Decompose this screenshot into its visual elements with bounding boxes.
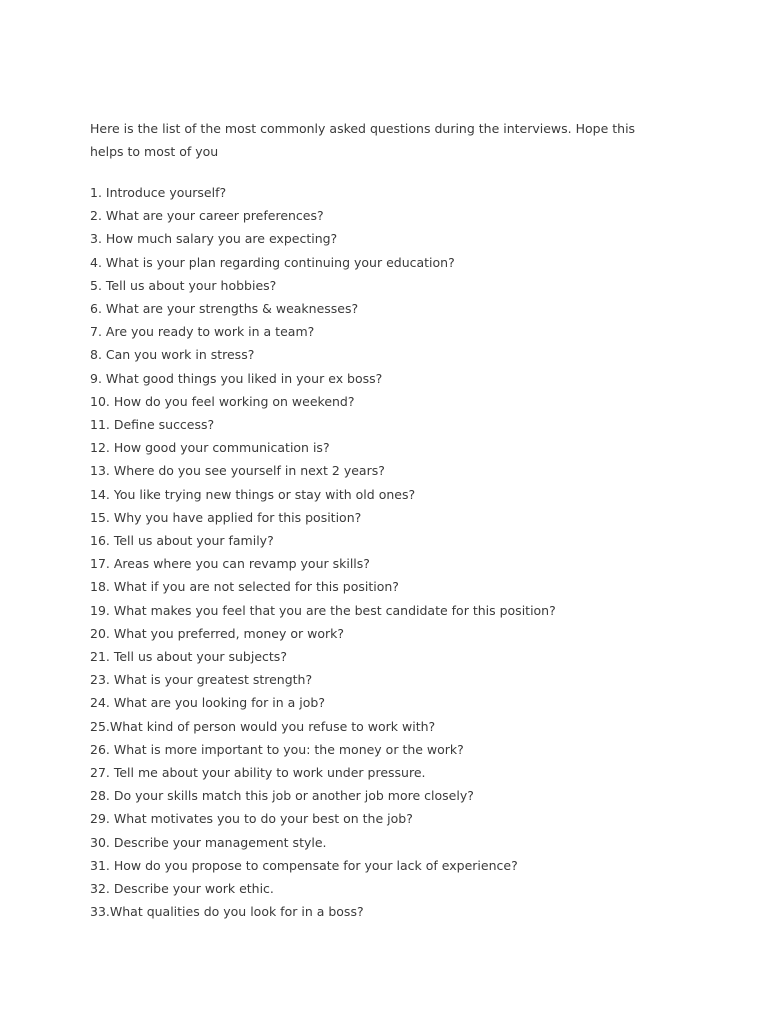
intro-paragraph bbox=[90, 117, 710, 163]
question-item: 3. How much salary you are expecting? bbox=[90, 231, 338, 247]
intro-line-1: Here is the list of the most commonly asked questions during the interviews. Hope this bbox=[90, 121, 636, 136]
question-item: 16. Tell us about your family? bbox=[90, 533, 274, 549]
question-item: 1. Introduce yourself? bbox=[90, 185, 227, 200]
question-item: 9. What good things you liked in your ex boss? bbox=[90, 370, 383, 386]
question-item: 11. Define success? bbox=[90, 417, 215, 433]
question-item: 27. Tell me about your ability to work under pressure. bbox=[90, 765, 426, 781]
question-item: 12. How good your communication is? bbox=[90, 440, 330, 456]
intro-line-2: helps to most of you bbox=[90, 144, 219, 159]
question-item: 15. Why you have applied for this position? bbox=[90, 509, 362, 525]
question-item: 32. Describe your work ethic. bbox=[90, 881, 274, 897]
question-item: 5. Tell us about your hobbies? bbox=[90, 277, 277, 293]
question-item: 2. What are your career preferences? bbox=[90, 208, 324, 224]
question-item: 7. Are you ready to work in a team? bbox=[90, 324, 315, 340]
question-item: 33.What qualities do you look for in a boss? bbox=[90, 904, 364, 920]
question-item: 13. Where do you see yourself in next 2 years? bbox=[90, 463, 385, 479]
question-item: 29. What motivates you to do your best on the job? bbox=[90, 811, 413, 827]
question-item: 23. What is your greatest strength? bbox=[90, 672, 313, 688]
question-item: 26. What is more important to you: the money or the work? bbox=[90, 741, 464, 757]
question-item: 28. Do your skills match this job or another job more closely? bbox=[90, 788, 474, 804]
question-item: 24. What are you looking for in a job? bbox=[90, 695, 325, 711]
question-item: 20. What you preferred, money or work? bbox=[90, 625, 344, 641]
question-item: 4. What is your plan regarding continuing your education? bbox=[90, 254, 455, 270]
question-item: 21. Tell us about your subjects? bbox=[90, 649, 287, 665]
question-list bbox=[90, 181, 710, 924]
question-item: 25.What kind of person would you refuse to work with? bbox=[90, 718, 436, 734]
document-body bbox=[90, 117, 710, 924]
question-item: 30. Describe your management style. bbox=[90, 834, 327, 850]
question-item: 17. Areas where you can revamp your skills? bbox=[90, 556, 370, 572]
question-item: 10. How do you feel working on weekend? bbox=[90, 393, 355, 409]
question-item: 31. How do you propose to compensate for your lack of experience? bbox=[90, 857, 518, 873]
question-item: 19. What makes you feel that you are the best candidate for this position? bbox=[90, 602, 556, 618]
question-item: 8. Can you work in stress? bbox=[90, 347, 255, 363]
question-item: 18. What if you are not selected for this position? bbox=[90, 579, 399, 595]
question-item: 6. What are your strengths & weaknesses? bbox=[90, 301, 359, 317]
question-item: 14. You like trying new things or stay with old ones? bbox=[90, 486, 416, 502]
